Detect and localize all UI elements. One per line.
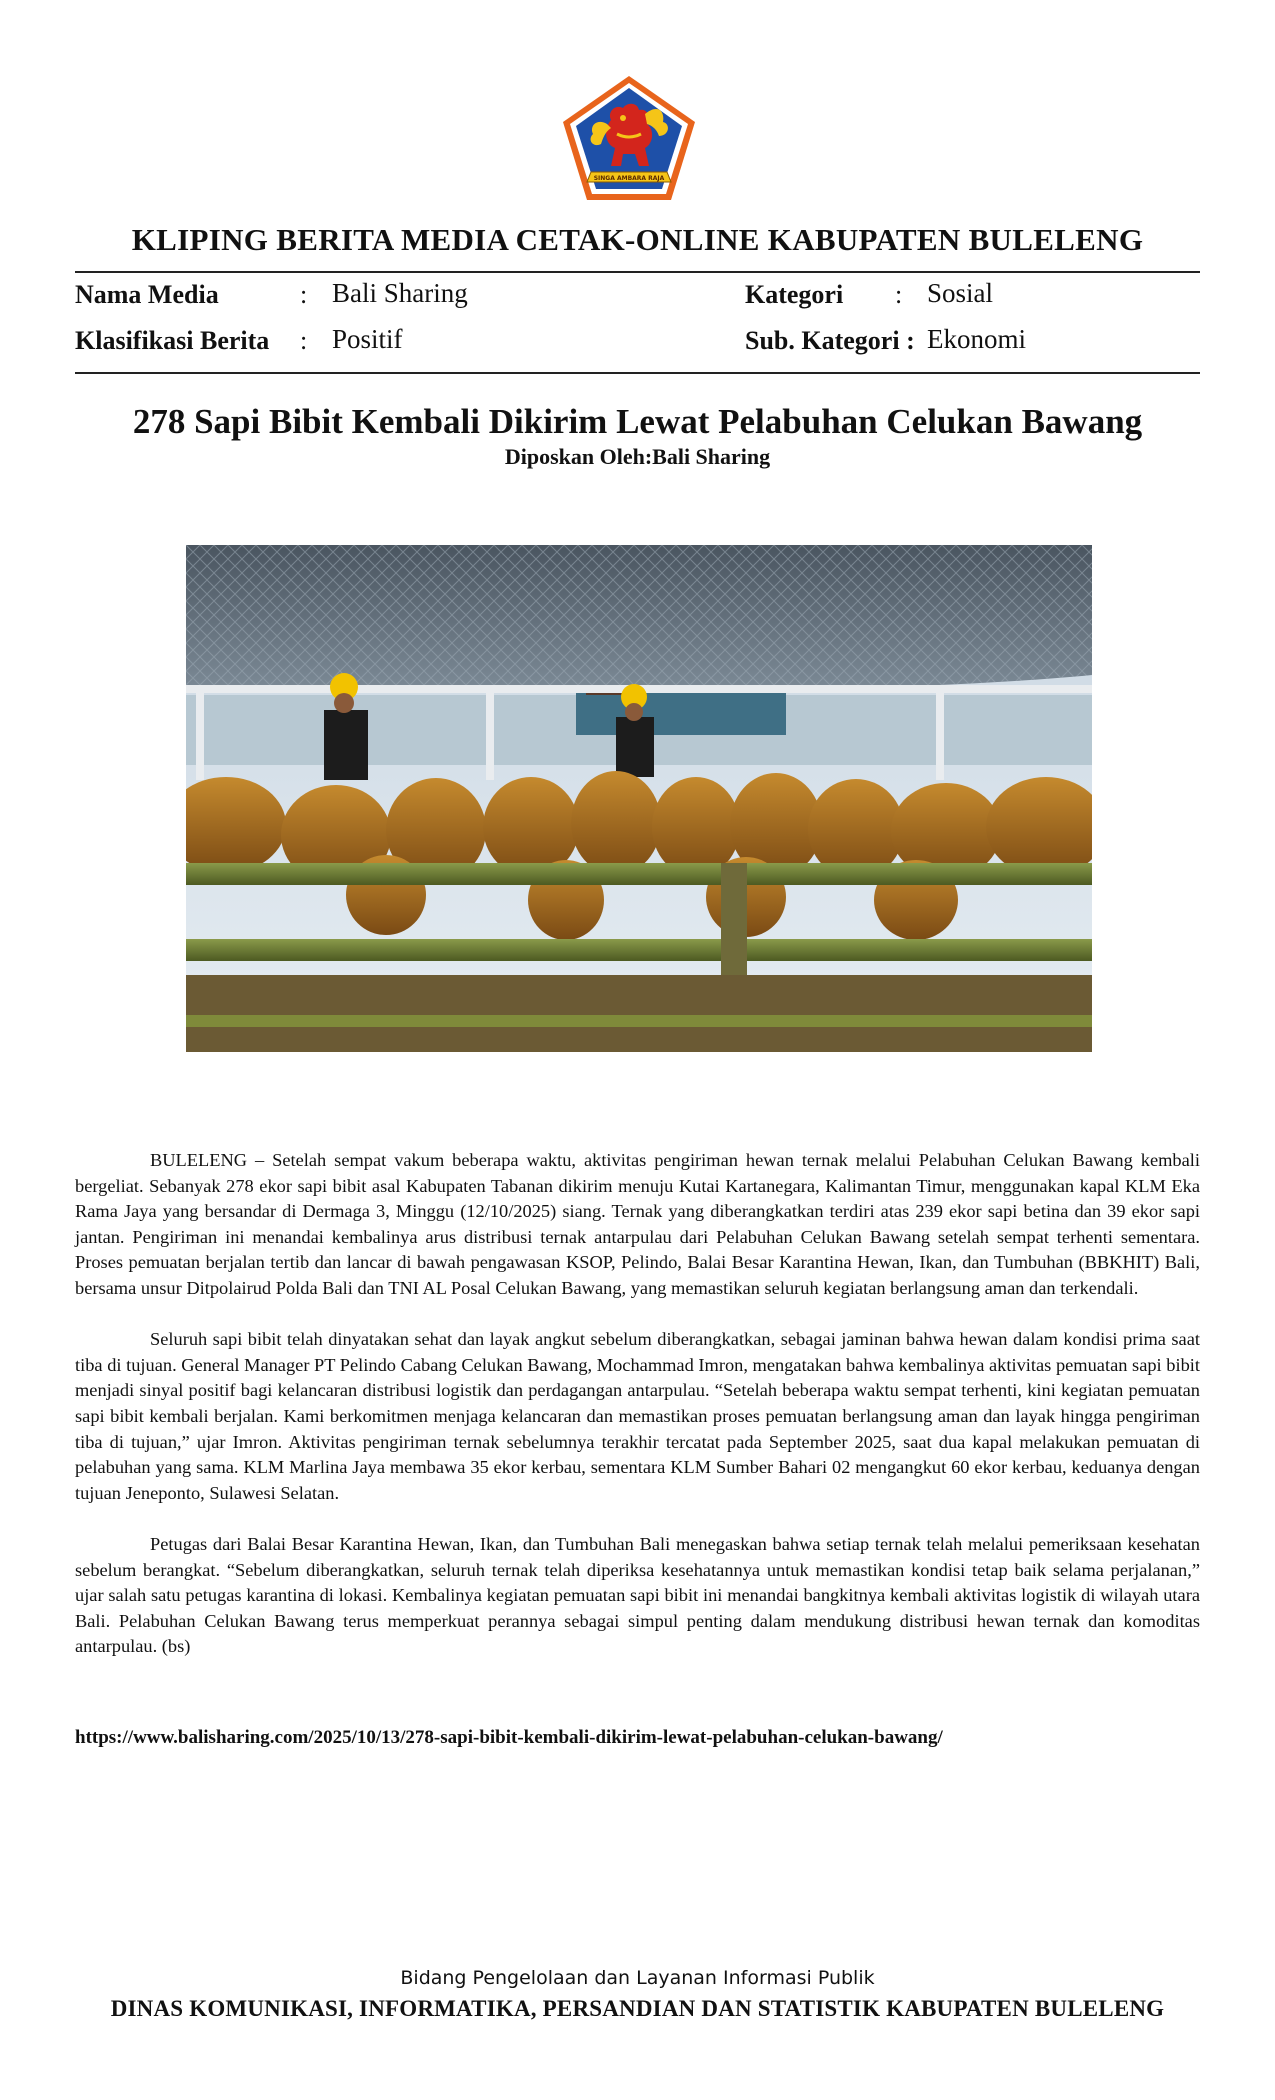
colon: :: [300, 326, 308, 355]
crest-motto: SINGA AMBARA RAJA: [593, 175, 665, 182]
footer-subtitle: Bidang Pengelolaan dan Layanan Informasi Publik: [400, 1967, 875, 1989]
article-headline: 278 Sapi Bibit Kembali Dikirim Lewat Pelabuhan Celukan Bawang: [132, 402, 1143, 441]
article-byline: Diposkan Oleh:Bali Sharing: [504, 444, 771, 469]
colon: :: [300, 280, 308, 309]
meta-row-media: [75, 278, 1200, 318]
colon: :: [895, 280, 903, 309]
kategori-value: Sosial: [927, 278, 994, 308]
klasifikasi-label: Klasifikasi Berita: [75, 326, 270, 355]
kategori-label: Kategori: [745, 280, 844, 309]
nama-media-label: Nama Media: [75, 280, 219, 309]
footer-agency: DINAS KOMUNIKASI, INFORMATIKA, PERSANDIAN DAN STATISTIK KABUPATEN BULELENG: [110, 1996, 1165, 2021]
nama-media-value: Bali Sharing: [332, 278, 468, 308]
article-body: [75, 1148, 1200, 1685]
article-paragraph: Petugas dari Balai Besar Karantina Hewan, Ikan, dan Tumbuhan Bali menegaskan bahwa setiap ternak telah melalui pemeriksaan kesehatan sebelum berangkat. “Sebelum diberangkatkan, seluruh ternak telah diperiksa kesehatannya untuk memastikan kondisi tetap baik selama perjalanan,” ujar salah satu petugas karantina di lokasi. Kembalinya kegiatan pemuatan sapi bibit ini menandai bangkitnya kembali aktivitas logistik di wilayah utara Bali. Pelabuhan Celukan Bawang terus memperkuat perannya sebagai simpul penting dalam mendukung distribusi hewan ternak dan komoditas antarpulau. (bs): [75, 1533, 1200, 1657]
document-title: KLIPING BERITA MEDIA CETAK-ONLINE KABUPATEN BULELENG: [131, 222, 1144, 257]
klasifikasi-value: Positif: [332, 324, 403, 354]
source-url: https://www.balisharing.com/2025/10/13/278-sapi-bibit-kembali-dikirim-lewat-pelabuhan-celukan-bawang/: [75, 1727, 943, 1748]
meta-divider: [75, 372, 1200, 374]
article-paragraph: BULELENG – Setelah sempat vakum beberapa waktu, aktivitas pengiriman hewan ternak melalui Pelabuhan Celukan Bawang kembali bergeliat. Sebanyak 278 ekor sapi bibit asal Kabupaten Tabanan dikirim menuju Kutai Kartanegara, Kalimantan Timur, menggunakan kapal KLM Eka Rama Jaya yang bersandar di Dermaga 3, Minggu (12/10/2025) siang. Ternak yang diberangkatkan terdiri atas 239 ekor sapi betina dan 39 ekor sapi jantan. Pengiriman ini menandai kembalinya arus distribusi ternak antarpulau dari Pelabuhan Celukan Bawang setelah sempat terhenti sementara. Proses pemuatan berjalan tertib dan lancar di bawah pengawasan KSOP, Pelindo, Balai Besar Karantina Hewan, Ikan, dan Tumbuhan (BBKHIT) Bali, bersama unsur Ditpolairud Polda Bali dan TNI AL Posal Celukan Bawang, yang memastikan seluruh kegiatan berlangsung aman dan terkendali.: [75, 1150, 1200, 1298]
meta-row-klasifikasi: [75, 324, 1200, 364]
regency-crest-icon: [561, 74, 697, 202]
sub-kategori-label: Sub. Kategori :: [745, 326, 915, 355]
cattle-loading-photo: [186, 545, 1092, 1052]
article-paragraph: Seluruh sapi bibit telah dinyatakan sehat dan layak angkut sebelum diberangkatkan, sebagai jaminan bahwa hewan dalam kondisi prima saat tiba di tujuan. General Manager PT Pelindo Cabang Celukan Bawang, Mochammad Imron, mengatakan bahwa kembalinya aktivitas pemuatan sapi bibit menjadi sinyal positif bagi kelancaran distribusi logistik dan perdagangan antarpulau. “Setelah beberapa waktu sempat terhenti, kini kegiatan pemuatan sapi bibit kembali berjalan. Kami berkomitmen menjaga kelancaran dan memastikan proses pemuatan berlangsung aman dan layak hingga pengiriman tiba di tujuan,” ujar Imron. Aktivitas pengiriman ternak sebelumnya terakhir tercatat pada September 2025, saat dua kapal melakukan pemuatan di pelabuhan yang sama. KLM Marlina Jaya membawa 35 ekor kerbau, sementara KLM Sumber Bahari 02 mengangkut 60 ekor kerbau, keduanya dengan tujuan Jeneponto, Sulawesi Selatan.: [75, 1329, 1200, 1503]
sub-kategori-value: Ekonomi: [927, 324, 1026, 354]
top-divider: [75, 271, 1200, 273]
